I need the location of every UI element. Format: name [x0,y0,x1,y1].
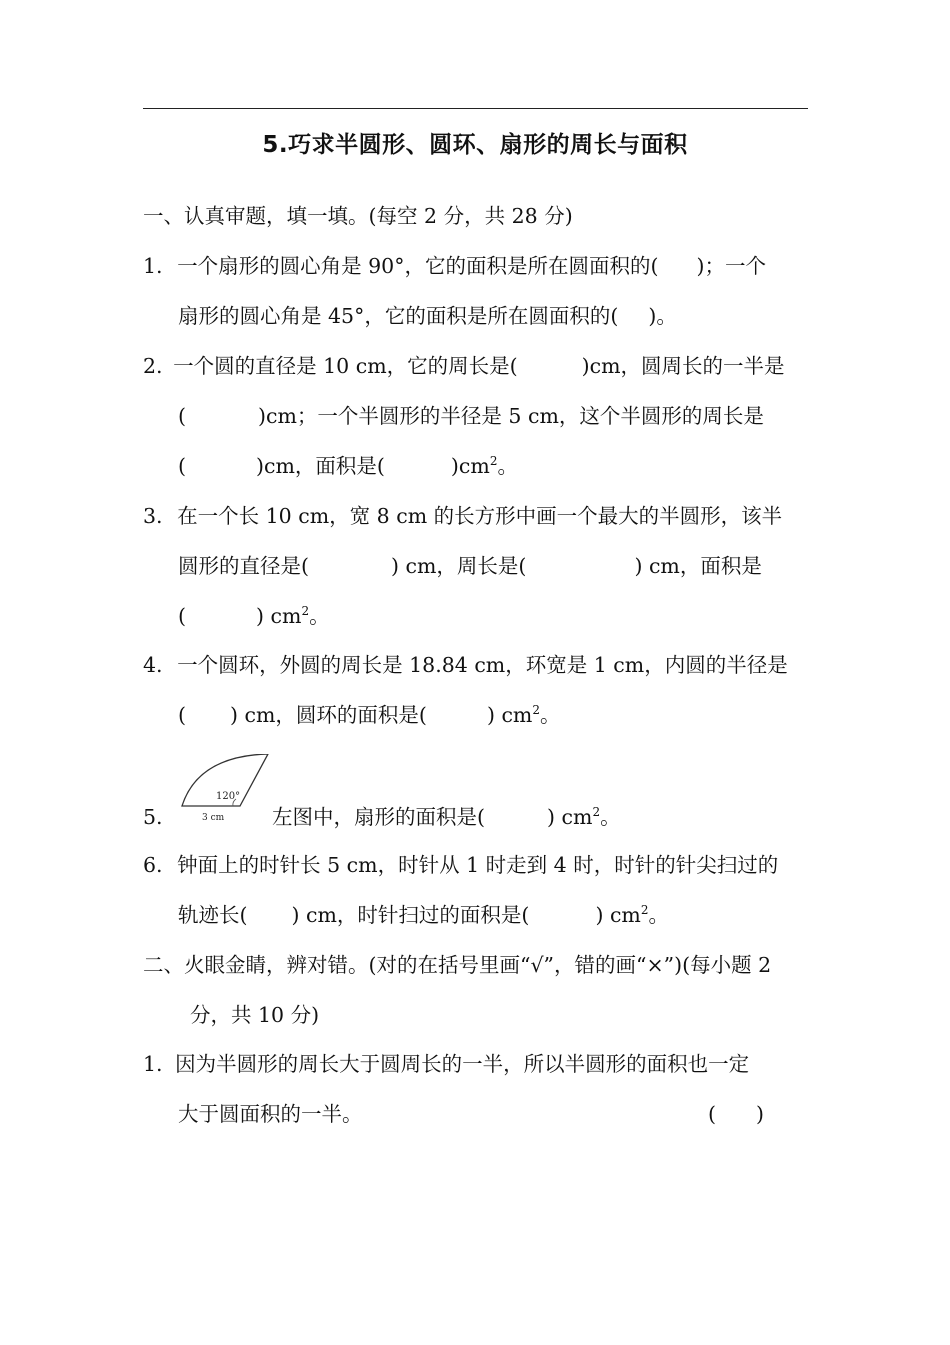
q1-line1 [143,252,766,280]
q5-line [272,803,621,831]
s2-q1-line2: 大于圆面积的一半。 [178,1102,363,1126]
q2-end: 。 [497,454,518,478]
q6-end: 。 [648,903,670,927]
sector-figure [178,754,273,824]
q3-text-2b: ) cm，周长是( [391,554,527,578]
q4-text-2b: ) cm，圆环的面积是( [230,703,427,727]
section1-heading: 一、认真审题，填一填。(每空 2 分，共 28 分) [143,204,573,228]
q2-text-1b: )cm，圆周长的一半是 [581,354,785,378]
q6-superscript: 2 [640,903,649,917]
s2-q1-text-1: 因为半圆形的周长大于圆周长的一半，所以半圆形的面积也一定 [175,1052,750,1076]
q3-text-2a: 圆形的直径是( [178,554,309,578]
section2-heading-line1: 二、火眼金睛，辨对错。(对的在括号里画“√”，错的画“×”)(每小题 2 [143,953,772,977]
bracket-close: ) [756,1102,764,1126]
bracket-open: ( [708,1102,716,1126]
sector-radius-label: 3 cm [202,813,225,823]
q2-line3 [178,452,518,480]
q4-text-2c: ) cm [486,703,533,727]
q4-end: 。 [540,703,561,727]
q2-superscript: 2 [489,454,498,468]
q2-text-2a: ( [178,404,186,428]
q3-text-3b: ) cm [256,604,302,628]
q6-line1 [143,851,778,879]
q3-line1 [143,502,782,530]
q3-end: 。 [309,604,330,628]
q5-number: 5. [143,805,163,829]
q6-text-2c: ) cm [595,903,641,927]
q3-superscript: 2 [301,604,310,618]
q1-text-2b: )。 [648,304,677,328]
q5-text-b: ) cm [547,805,593,829]
page-title: 5.巧求半圆形、圆环、扇形的周长与面积 [262,132,688,158]
q4-superscript: 2 [532,703,541,717]
q4-text-2a: ( [178,703,186,727]
s2-q1-answer-bracket[interactable] [708,1100,764,1128]
q2-number: 2. [143,354,163,378]
q4-number: 4. [143,653,163,677]
q6-number: 6. [143,853,163,877]
q4-text-1: 一个圆环，外圆的周长是 18.84 cm，环宽是 1 cm，内圆的半径是 [177,653,788,677]
s2-q1-line1 [143,1050,749,1078]
q1-line2 [178,302,677,330]
q3-text-1: 在一个长 10 cm，宽 8 cm 的长方形中画一个最大的半圆形，该半 [177,504,783,528]
q6-text-1: 钟面上的时针长 5 cm，时针从 1 时走到 4 时，时针的针尖扫过的 [177,853,779,877]
q3-line3 [178,602,330,630]
q4-line1 [143,651,788,679]
q6-line2 [178,901,669,929]
q2-text-3c: )cm [450,454,490,478]
q3-text-2c: ) cm，面积是 [634,554,762,578]
section2-heading-line2: 分，共 10 分) [190,1003,320,1027]
q5-superscript: 2 [592,805,601,819]
q2-text-2b: )cm；一个半圆形的半径是 5 cm，这个半圆形的周长是 [258,404,764,428]
q2-text-3b: )cm，面积是( [256,454,385,478]
q1-text-1b: )；一个 [696,254,766,278]
q4-line2 [178,701,561,729]
q1-number: 1. [143,254,163,278]
q2-line2 [178,402,764,430]
q2-line1 [143,352,785,380]
s2-q1-number: 1. [143,1052,163,1076]
q5-end: 。 [600,805,621,829]
header-rule [143,108,808,109]
sector-angle-label: 120° [216,791,241,802]
q2-text-1a: 一个圆的直径是 10 cm，它的周长是( [173,354,518,378]
q3-number: 3. [143,504,163,528]
q5-text-a: 左图中，扇形的面积是( [272,805,485,829]
q1-text-1a: 一个扇形的圆心角是 90°，它的面积是所在圆面积的( [177,254,659,278]
q6-text-2b: ) cm，时针扫过的面积是( [291,903,530,927]
q3-text-3a: ( [178,604,186,628]
q6-text-2a: 轨迹长( [178,903,248,927]
q2-text-3a: ( [178,454,186,478]
q3-line2 [178,552,762,580]
q1-text-2a: 扇形的圆心角是 45°，它的面积是所在圆面积的( [178,304,619,328]
